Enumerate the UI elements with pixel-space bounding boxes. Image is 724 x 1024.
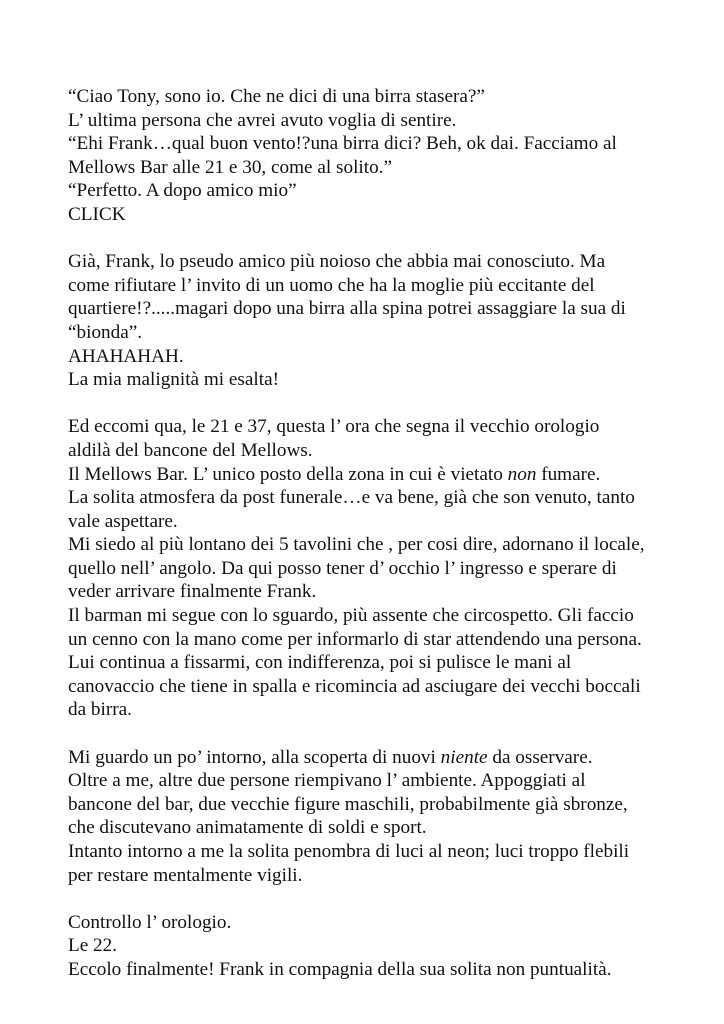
text-line: bancone del bar, due vecchie figure maschili, probabilmente già sbronze, bbox=[68, 793, 628, 815]
text-line: L’ ultima persona che avrei avuto voglia di sentire. bbox=[68, 109, 457, 131]
text-segment: fumare. bbox=[536, 463, 601, 485]
text-line: “Ehi Frank…qual buon vento!?una birra dici? Beh, ok dai. Facciamo al bbox=[68, 133, 617, 155]
text-line: Il barman mi segue con lo sguardo, più assente che circospetto. Gli faccio bbox=[68, 605, 634, 627]
italic-word: non bbox=[507, 463, 537, 485]
text-line: che discutevano animatamente di soldi e sport. bbox=[68, 817, 427, 839]
text-segment: da osservare. bbox=[487, 746, 593, 768]
text-line: veder arrivare finalmente Frank. bbox=[68, 581, 317, 603]
text-line: Oltre a me, altre due persone riempivano l’ ambiente. Appoggiati al bbox=[68, 770, 586, 792]
text-line: Già, Frank, lo pseudo amico più noioso che abbia mai conosciuto. Ma bbox=[68, 251, 606, 273]
text-line: “bionda”. bbox=[68, 321, 143, 343]
text-line: da birra. bbox=[68, 699, 132, 721]
text-line: Lui continua a fissarmi, con indifferenza, poi si pulisce le mani al bbox=[68, 652, 572, 674]
text-line: Controllo l’ orologio. bbox=[68, 911, 232, 933]
paragraph-gap bbox=[68, 392, 708, 416]
text-line: come rifiutare l’ invito di un uomo che ha la moglie più eccitante del bbox=[68, 274, 595, 296]
text-line: aldilà del bancone del Mellows. bbox=[68, 439, 313, 461]
text-line: Mellows Bar alle 21 e 30, come al solito.” bbox=[68, 156, 392, 178]
text-line: CLICK bbox=[68, 203, 126, 225]
text-line: Eccolo finalmente! Frank in compagnia della sua solita non puntualità. bbox=[68, 958, 612, 980]
italic-word: niente bbox=[440, 746, 488, 768]
text-line: AHAHAHAH. bbox=[68, 345, 184, 367]
text-line bbox=[68, 463, 708, 487]
text-line: Mi siedo al più lontano dei 5 tavolini che , per cosi dire, adornano il locale, bbox=[68, 534, 645, 556]
text-line: “Perfetto. A dopo amico mio” bbox=[68, 180, 297, 202]
text-segment: Mi guardo un po’ intorno, alla scoperta di nuovi bbox=[68, 746, 441, 768]
text-line: La solita atmosfera da post funerale…e va bene, già che son venuto, tanto bbox=[68, 487, 635, 509]
text-line: canovaccio che tiene in spalla e ricomincia ad asciugare dei vecchi boccali bbox=[68, 675, 641, 697]
text-line: vale aspettare. bbox=[68, 510, 178, 532]
text-line bbox=[68, 746, 708, 770]
paragraph-gap bbox=[68, 722, 708, 746]
paragraph-gap bbox=[68, 227, 708, 251]
text-line: La mia malignità mi esalta! bbox=[68, 369, 279, 391]
text-line: quello nell’ angolo. Da qui posso tener d’ occhio l’ ingresso e sperare di bbox=[68, 557, 617, 579]
story-text bbox=[68, 85, 708, 982]
text-line: un cenno con la mano come per informarlo di star attendendo una persona. bbox=[68, 628, 642, 650]
text-segment: Il Mellows Bar. L’ unico posto della zona in cui è vietato bbox=[68, 463, 508, 485]
text-line: Intanto intorno a me la solita penombra di luci al neon; luci troppo flebili bbox=[68, 841, 630, 862]
paragraph-gap bbox=[68, 887, 708, 911]
text-line: Le 22. bbox=[68, 935, 118, 957]
text-line: Ed eccomi qua, le 21 e 37, questa l’ ora che segna il vecchio orologio bbox=[68, 416, 600, 438]
text-line: “Ciao Tony, sono io. Che ne dici di una birra stasera?” bbox=[68, 86, 485, 107]
text-line: quartiere!?.....magari dopo una birra alla spina potrei assaggiare la sua di bbox=[68, 298, 626, 320]
text-line: per restare mentalmente vigili. bbox=[68, 864, 303, 886]
